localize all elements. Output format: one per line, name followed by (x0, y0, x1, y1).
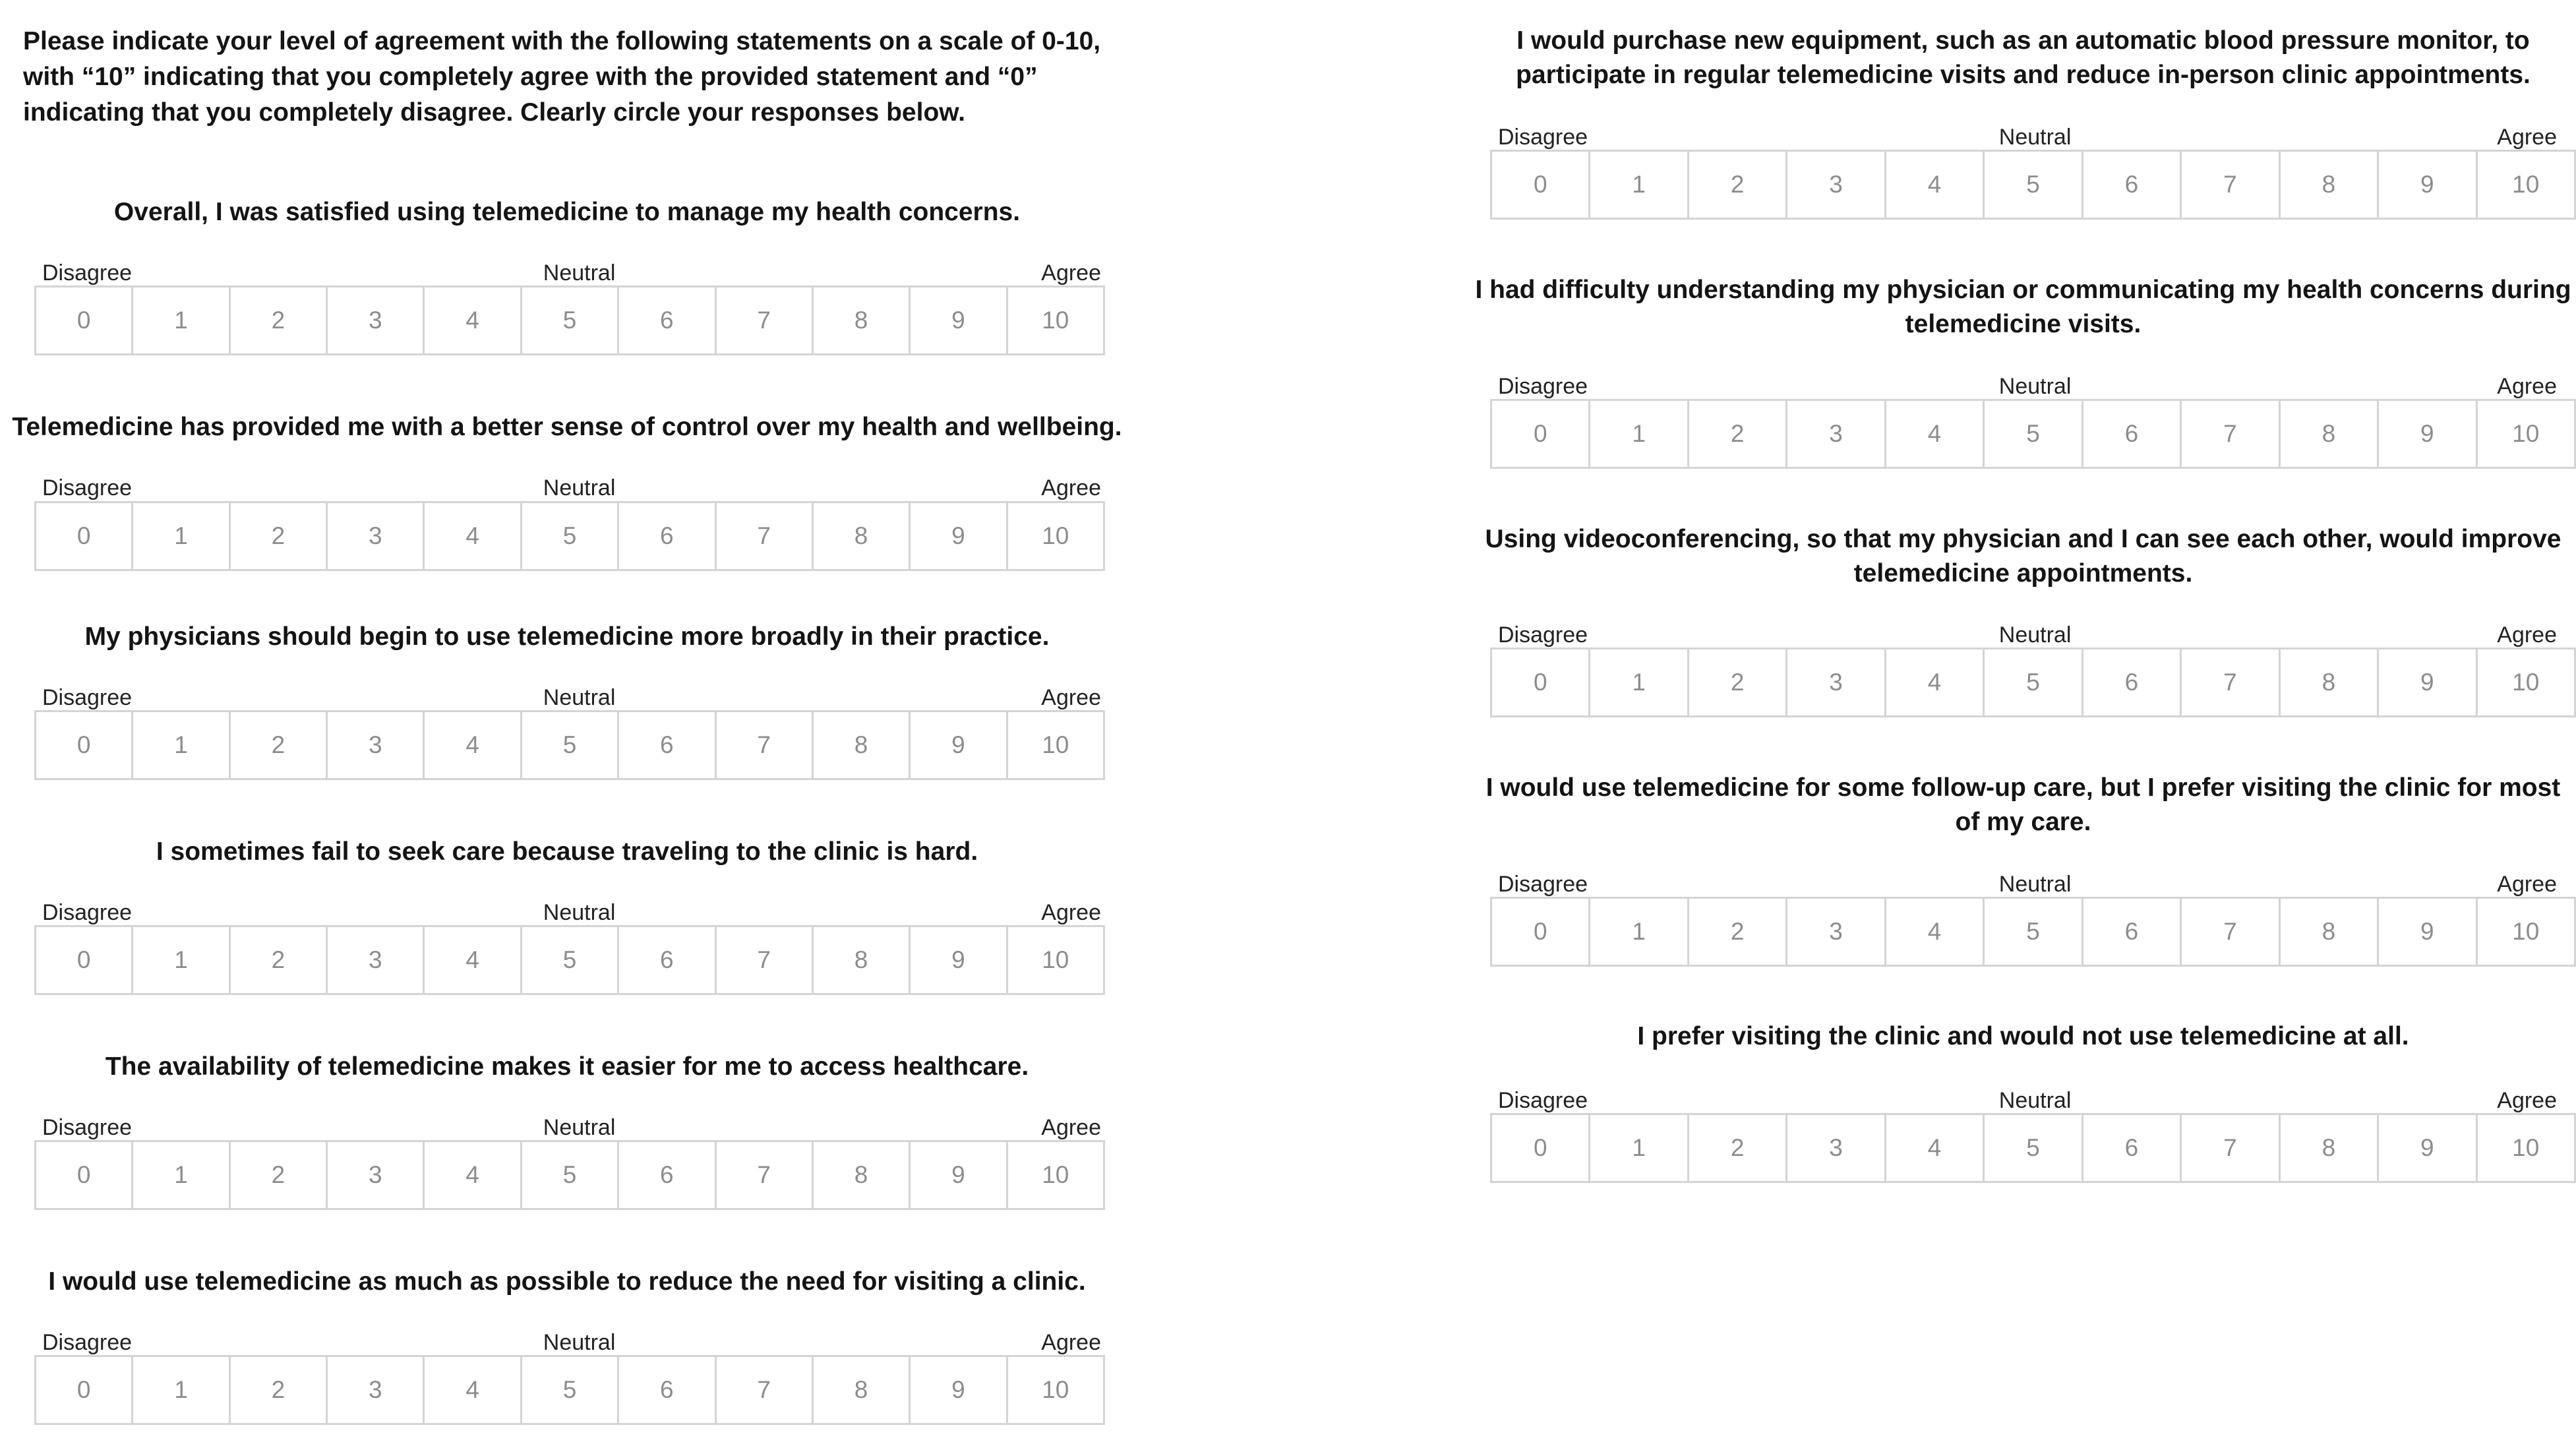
neutral-label: Neutral (1998, 872, 2072, 897)
rating-option[interactable]: 9 (2377, 152, 2475, 218)
rating-option[interactable]: 2 (229, 712, 326, 778)
rating-option[interactable]: 4 (423, 287, 520, 353)
rating-option[interactable]: 9 (909, 287, 1005, 353)
rating-option[interactable]: 5 (1983, 1115, 2081, 1181)
rating-option[interactable]: 2 (229, 503, 326, 569)
rating-option[interactable]: 3 (326, 1357, 423, 1423)
rating-option[interactable]: 8 (812, 503, 909, 569)
rating-option[interactable]: 0 (76, 522, 91, 549)
rating-option[interactable]: 1 (131, 712, 228, 778)
rating-scale (34, 925, 1105, 995)
rating-option[interactable]: 1 (131, 1357, 228, 1423)
rating-option[interactable]: 1 (1588, 1115, 1687, 1181)
rating-scale (1490, 897, 2576, 967)
rating-option[interactable]: 0 (76, 307, 91, 334)
rating-option[interactable]: 4 (423, 503, 520, 569)
rating-option[interactable]: 3 (326, 712, 423, 778)
rating-option[interactable]: 8 (2279, 899, 2377, 965)
rating-option[interactable]: 4 (1884, 1115, 1983, 1181)
rating-option[interactable]: 9 (909, 1357, 1005, 1423)
rating-option[interactable]: 8 (812, 927, 909, 993)
rating-option[interactable]: 2 (1687, 1115, 1785, 1181)
rating-option[interactable]: 8 (2279, 1115, 2377, 1181)
rating-option[interactable]: 7 (715, 1142, 812, 1208)
disagree-label: Disagree (1498, 374, 1588, 399)
rating-option[interactable]: 10 (1006, 503, 1103, 569)
rating-option[interactable]: 7 (715, 1357, 812, 1423)
disagree-label: Disagree (1498, 622, 1588, 648)
rating-option[interactable]: 1 (131, 503, 228, 569)
rating-option[interactable]: 2 (1687, 649, 1785, 715)
rating-option[interactable]: 10 (2476, 152, 2574, 218)
neutral-label: Neutral (1998, 1088, 2072, 1113)
rating-option[interactable]: 5 (1983, 152, 2081, 218)
rating-option[interactable]: 5 (1983, 649, 2081, 715)
disagree-label: Disagree (1498, 872, 1588, 897)
neutral-label: Neutral (543, 900, 616, 925)
rating-option[interactable]: 7 (715, 927, 812, 993)
agree-label: Agree (1041, 260, 1101, 286)
rating-option[interactable]: 9 (2377, 401, 2475, 467)
instructions-text: Please indicate your level of agreement with the following statements on a scale of 0-10, with “10” indicating that you completely agree with the provided statement and “0” indicating that you completely disagree. Clearly circle your responses below. (23, 27, 1101, 127)
scale-anchor-labels (34, 899, 1116, 926)
rating-scale (1490, 1113, 2576, 1183)
statement-text: Overall, I was satisfied using telemedicine to manage my health concerns. (113, 198, 1021, 226)
rating-option[interactable]: 3 (326, 287, 423, 353)
rating-scale (34, 1355, 1105, 1425)
rating-option[interactable]: 2 (229, 287, 326, 353)
rating-option[interactable]: 5 (1983, 899, 2081, 965)
agree-label: Agree (2497, 374, 2557, 399)
statement-text: I would purchase new equipment, such as an automatic blood pressure monitor, to participate in regular telemedicine visits and reduce in-person clinic appointments. (1516, 26, 2531, 89)
rating-option[interactable]: 10 (1006, 1142, 1103, 1208)
rating-option[interactable]: 3 (1785, 401, 1884, 467)
scale-anchor-labels (1490, 622, 2571, 648)
rating-scale (34, 1140, 1105, 1210)
agree-label: Agree (1041, 475, 1101, 500)
neutral-label: Neutral (543, 685, 616, 710)
rating-option[interactable]: 10 (2476, 899, 2574, 965)
neutral-label: Neutral (543, 1115, 616, 1140)
rating-option[interactable]: 2 (1687, 899, 1785, 965)
rating-scale (1490, 648, 2576, 717)
neutral-label: Neutral (1998, 374, 2072, 399)
rating-option[interactable]: 4 (1884, 649, 1983, 715)
rating-option[interactable]: 6 (617, 1357, 714, 1423)
rating-option[interactable]: 6 (2082, 1115, 2180, 1181)
scale-anchor-labels (1490, 1087, 2571, 1114)
rating-scale (34, 501, 1105, 571)
rating-option[interactable]: 0 (76, 731, 91, 758)
agree-label: Agree (2497, 872, 2557, 897)
disagree-label: Disagree (1498, 1088, 1588, 1113)
rating-scale (34, 710, 1105, 780)
rating-option[interactable]: 2 (1687, 152, 1785, 218)
rating-option[interactable]: 4 (423, 1142, 520, 1208)
rating-option[interactable]: 8 (2279, 401, 2377, 467)
rating-option[interactable]: 1 (1588, 401, 1687, 467)
rating-option[interactable]: 10 (1006, 1357, 1103, 1423)
scale-anchor-labels (34, 684, 1116, 711)
scale-anchor-labels (1490, 124, 2571, 150)
rating-option[interactable]: 1 (1588, 152, 1687, 218)
rating-option[interactable]: 4 (423, 712, 520, 778)
rating-option[interactable]: 7 (715, 287, 812, 353)
agree-label: Agree (1041, 1115, 1101, 1140)
agree-label: Agree (1041, 1330, 1101, 1355)
rating-option[interactable]: 10 (1006, 927, 1103, 993)
rating-option[interactable]: 3 (1785, 152, 1884, 218)
rating-option[interactable]: 0 (1533, 918, 1547, 945)
rating-option[interactable]: 6 (2082, 649, 2180, 715)
rating-option[interactable]: 5 (1983, 401, 2081, 467)
statement-text: I had difficulty understanding my physician or communicating my health concerns during telemedicine visits. (1475, 276, 2571, 338)
rating-option[interactable]: 8 (812, 712, 909, 778)
neutral-label: Neutral (543, 260, 616, 286)
rating-option[interactable]: 1 (1588, 899, 1687, 965)
rating-option[interactable]: 7 (2180, 649, 2278, 715)
rating-scale (1490, 399, 2576, 469)
rating-option[interactable]: 0 (1533, 420, 1547, 447)
rating-option[interactable]: 6 (617, 503, 714, 569)
rating-option[interactable]: 9 (2377, 649, 2475, 715)
rating-option[interactable]: 5 (520, 1357, 617, 1423)
scale-anchor-labels (34, 475, 1116, 501)
neutral-label: Neutral (543, 1330, 616, 1355)
rating-scale (34, 286, 1105, 355)
rating-option[interactable]: 0 (1533, 669, 1547, 696)
rating-option[interactable]: 8 (2279, 152, 2377, 218)
disagree-label: Disagree (42, 475, 133, 500)
rating-option[interactable]: 5 (520, 712, 617, 778)
rating-option[interactable]: 5 (520, 287, 617, 353)
rating-option[interactable]: 3 (326, 503, 423, 569)
rating-option[interactable]: 6 (2082, 899, 2180, 965)
disagree-label: Disagree (1498, 125, 1588, 150)
rating-option[interactable]: 0 (76, 1161, 91, 1188)
rating-option[interactable]: 4 (423, 1357, 520, 1423)
scale-anchor-labels (34, 260, 1116, 286)
rating-option[interactable]: 10 (1006, 712, 1103, 778)
rating-option[interactable]: 5 (520, 927, 617, 993)
rating-option[interactable]: 9 (909, 1142, 1005, 1208)
rating-option[interactable]: 7 (715, 712, 812, 778)
rating-option[interactable]: 1 (131, 1142, 228, 1208)
disagree-label: Disagree (42, 260, 133, 286)
statement-text: I prefer visiting the clinic and would not use telemedicine at all. (1637, 1022, 2409, 1050)
rating-option[interactable]: 0 (1533, 171, 1547, 198)
rating-option[interactable]: 1 (131, 927, 228, 993)
rating-option[interactable]: 6 (617, 927, 714, 993)
rating-option[interactable]: 5 (520, 503, 617, 569)
scale-anchor-labels (1490, 373, 2571, 400)
statement-text: I would use telemedicine for some follow-up care, but I prefer visiting the clinic for most of my care. (1485, 773, 2561, 836)
rating-option[interactable]: 10 (1006, 287, 1103, 353)
neutral-label: Neutral (1998, 622, 2072, 648)
rating-option[interactable]: 0 (76, 946, 91, 973)
agree-label: Agree (2497, 622, 2557, 648)
scale-anchor-labels (1490, 871, 2571, 897)
rating-scale (1490, 150, 2576, 220)
rating-option[interactable]: 4 (1884, 152, 1983, 218)
rating-option[interactable]: 9 (909, 927, 1005, 993)
rating-option[interactable]: 6 (2082, 152, 2180, 218)
neutral-label: Neutral (543, 475, 616, 500)
agree-label: Agree (2497, 125, 2557, 150)
rating-option[interactable]: 2 (1687, 401, 1785, 467)
statement-text: Telemedicine has provided me with a better sense of control over my health and wellbeing. (12, 413, 1122, 441)
rating-option[interactable]: 7 (2180, 1115, 2278, 1181)
rating-option[interactable]: 9 (909, 712, 1005, 778)
rating-option[interactable]: 4 (1884, 899, 1983, 965)
rating-option[interactable]: 1 (1588, 649, 1687, 715)
rating-option[interactable]: 7 (715, 503, 812, 569)
disagree-label: Disagree (42, 900, 133, 925)
rating-option[interactable]: 8 (812, 1357, 909, 1423)
rating-option[interactable]: 8 (812, 1142, 909, 1208)
rating-option[interactable]: 2 (229, 927, 326, 993)
rating-option[interactable]: 3 (1785, 1115, 1884, 1181)
rating-option[interactable]: 5 (520, 1142, 617, 1208)
rating-option[interactable]: 0 (76, 1376, 91, 1403)
rating-option[interactable]: 4 (1884, 401, 1983, 467)
rating-option[interactable]: 2 (229, 1357, 326, 1423)
rating-option[interactable]: 10 (2476, 401, 2574, 467)
rating-option[interactable]: 7 (2180, 401, 2278, 467)
rating-option[interactable]: 6 (617, 1142, 714, 1208)
rating-option[interactable]: 4 (423, 927, 520, 993)
rating-option[interactable]: 7 (2180, 899, 2278, 965)
scale-anchor-labels (34, 1329, 1116, 1356)
rating-option[interactable]: 8 (812, 287, 909, 353)
statement-text: I sometimes fail to seek care because traveling to the clinic is hard. (156, 837, 978, 866)
rating-option[interactable]: 9 (2377, 899, 2475, 965)
rating-option[interactable]: 2 (229, 1142, 326, 1208)
rating-option[interactable]: 10 (2476, 1115, 2574, 1181)
rating-option[interactable]: 8 (2279, 649, 2377, 715)
statement-text: I would use telemedicine as much as possible to reduce the need for visiting a clinic. (48, 1267, 1086, 1296)
rating-option[interactable]: 0 (1533, 1134, 1547, 1161)
rating-option[interactable]: 1 (131, 287, 228, 353)
rating-option[interactable]: 6 (617, 712, 714, 778)
rating-option[interactable]: 10 (2476, 649, 2574, 715)
rating-option[interactable]: 3 (1785, 649, 1884, 715)
disagree-label: Disagree (42, 685, 133, 710)
rating-option[interactable]: 9 (909, 503, 1005, 569)
disagree-label: Disagree (42, 1330, 133, 1355)
disagree-label: Disagree (42, 1115, 133, 1140)
scale-anchor-labels (34, 1114, 1116, 1141)
rating-option[interactable]: 6 (2082, 401, 2180, 467)
rating-option[interactable]: 3 (326, 927, 423, 993)
rating-option[interactable]: 3 (1785, 899, 1884, 965)
agree-label: Agree (1041, 685, 1101, 710)
agree-label: Agree (1041, 900, 1101, 925)
rating-option[interactable]: 7 (2180, 152, 2278, 218)
neutral-label: Neutral (1998, 125, 2072, 150)
statement-text: My physicians should begin to use telemedicine more broadly in their practice. (84, 622, 1050, 651)
rating-option[interactable]: 3 (326, 1142, 423, 1208)
rating-option[interactable]: 6 (617, 287, 714, 353)
statement-text: Using videoconferencing, so that my physician and I can see each other, would improve telemedicine appointments. (1485, 525, 2561, 588)
statement-text: The availability of telemedicine makes it easier for me to access healthcare. (105, 1052, 1029, 1081)
rating-option[interactable]: 9 (2377, 1115, 2475, 1181)
agree-label: Agree (2497, 1088, 2557, 1113)
